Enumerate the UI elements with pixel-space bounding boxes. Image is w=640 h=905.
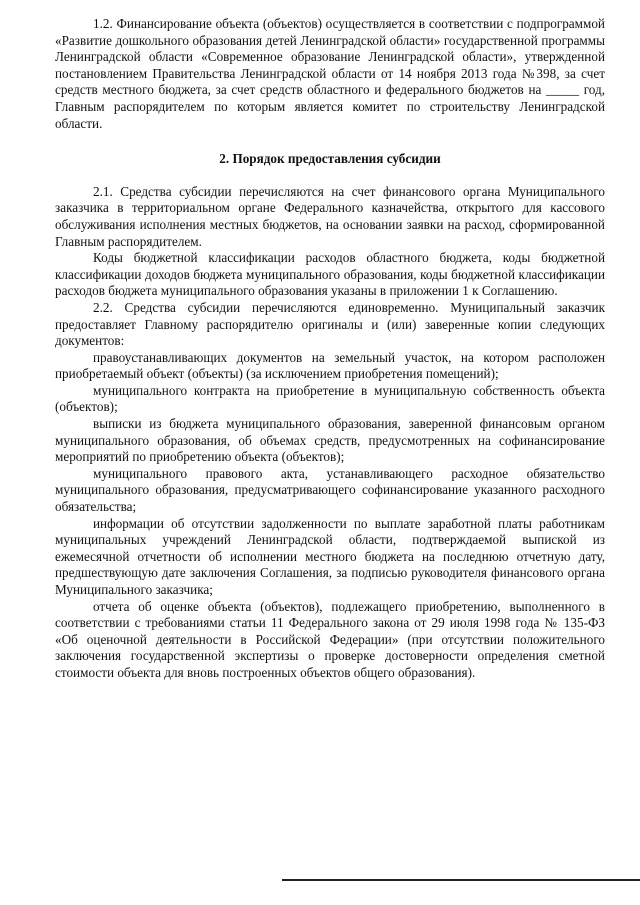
paragraph-1-2: 1.2. Финансирование объекта (объектов) осуществляется в соответствии с подпрограммой «Развитие дошкольного образования детей Ленинградской области» государственной программы Ленинградской области «Современное образование Ленинградской области», утвержденной постановлением Правительства Ленинградской области от 14 ноября 2013 года №398, за счет средств местного бюджета, за счет средств областного и федерального бюджетов на _____ год, Главным распорядителем по которым является комитет по строительству Ленинградской области. — [55, 16, 605, 131]
list-item-salary-debt-info: информации об отсутствии задолженности по выплате заработной платы работникам муниципальных учреждений Ленинградской области, подтверждаемой выпиской из ежемесячной отчетности об исполнении местного бюджета на последнюю отчетную дату, предшествующую дате заключения Соглашения, за подписью руководителя финансового органа Муниципального заказчика; — [55, 515, 605, 597]
paragraph-budget-codes: Коды бюджетной классификации расходов областного бюджета, коды бюджетной классификации доходов бюджета муниципального образования, коды бюджетной классификации расходов бюджета муниципального образования указаны в приложении 1 к Соглашению. — [55, 250, 605, 299]
paragraph-2-2: 2.2. Средства субсидии перечисляются единовременно. Муниципальный заказчик предоставляет Главному распорядителю оригиналы и (или) заверенные копии следующих документов: — [55, 299, 605, 349]
bottom-rule — [282, 879, 640, 881]
list-item-municipal-contract: муниципального контракта на приобретение в муниципальную собственность объекта (объектов); — [55, 382, 605, 415]
list-item-valuation-report: отчета об оценке объекта (объектов), подлежащего приобретению, выполненного в соответствии с требованиями статьи 11 Федерального закона от 29 июля 1998 года № 135-ФЗ «Об оценочной деятельности в Российской Федерации» (при отсутствии положительного заключения государственной экспертизы о проверке достоверности определения сметной стоимости объекта для вновь построенных объектов общего образования). — [55, 598, 605, 680]
list-item-budget-extract: выписки из бюджета муниципального образования, заверенной финансовым органом муниципального образования, об объемах средств, предусмотренных на софинансирование мероприятий по приобретению объекта (объектов); — [55, 416, 605, 465]
paragraph-2-1: 2.1. Средства субсидии перечисляются на счет финансового органа Муниципального заказчика в территориальном органе Федерального казначейства, открытого для кассового обслуживания исполнения местных бюджетов, на основании заявки на расход, сформированной Главным распорядителем. — [55, 183, 605, 249]
section-2-heading: 2. Порядок предоставления субсидии — [219, 151, 441, 167]
list-item-land-documents: правоустанавливающих документов на земельный участок, на котором расположен приобретаемый объект (объекты) (за исключением приобретения помещений); — [55, 349, 605, 382]
document-body — [55, 16, 605, 682]
list-item-legal-act: муниципального правового акта, устанавливающего расходное обязательство муниципального образования, предусматривающего софинансирование указанного расходного обязательства; — [55, 465, 605, 515]
